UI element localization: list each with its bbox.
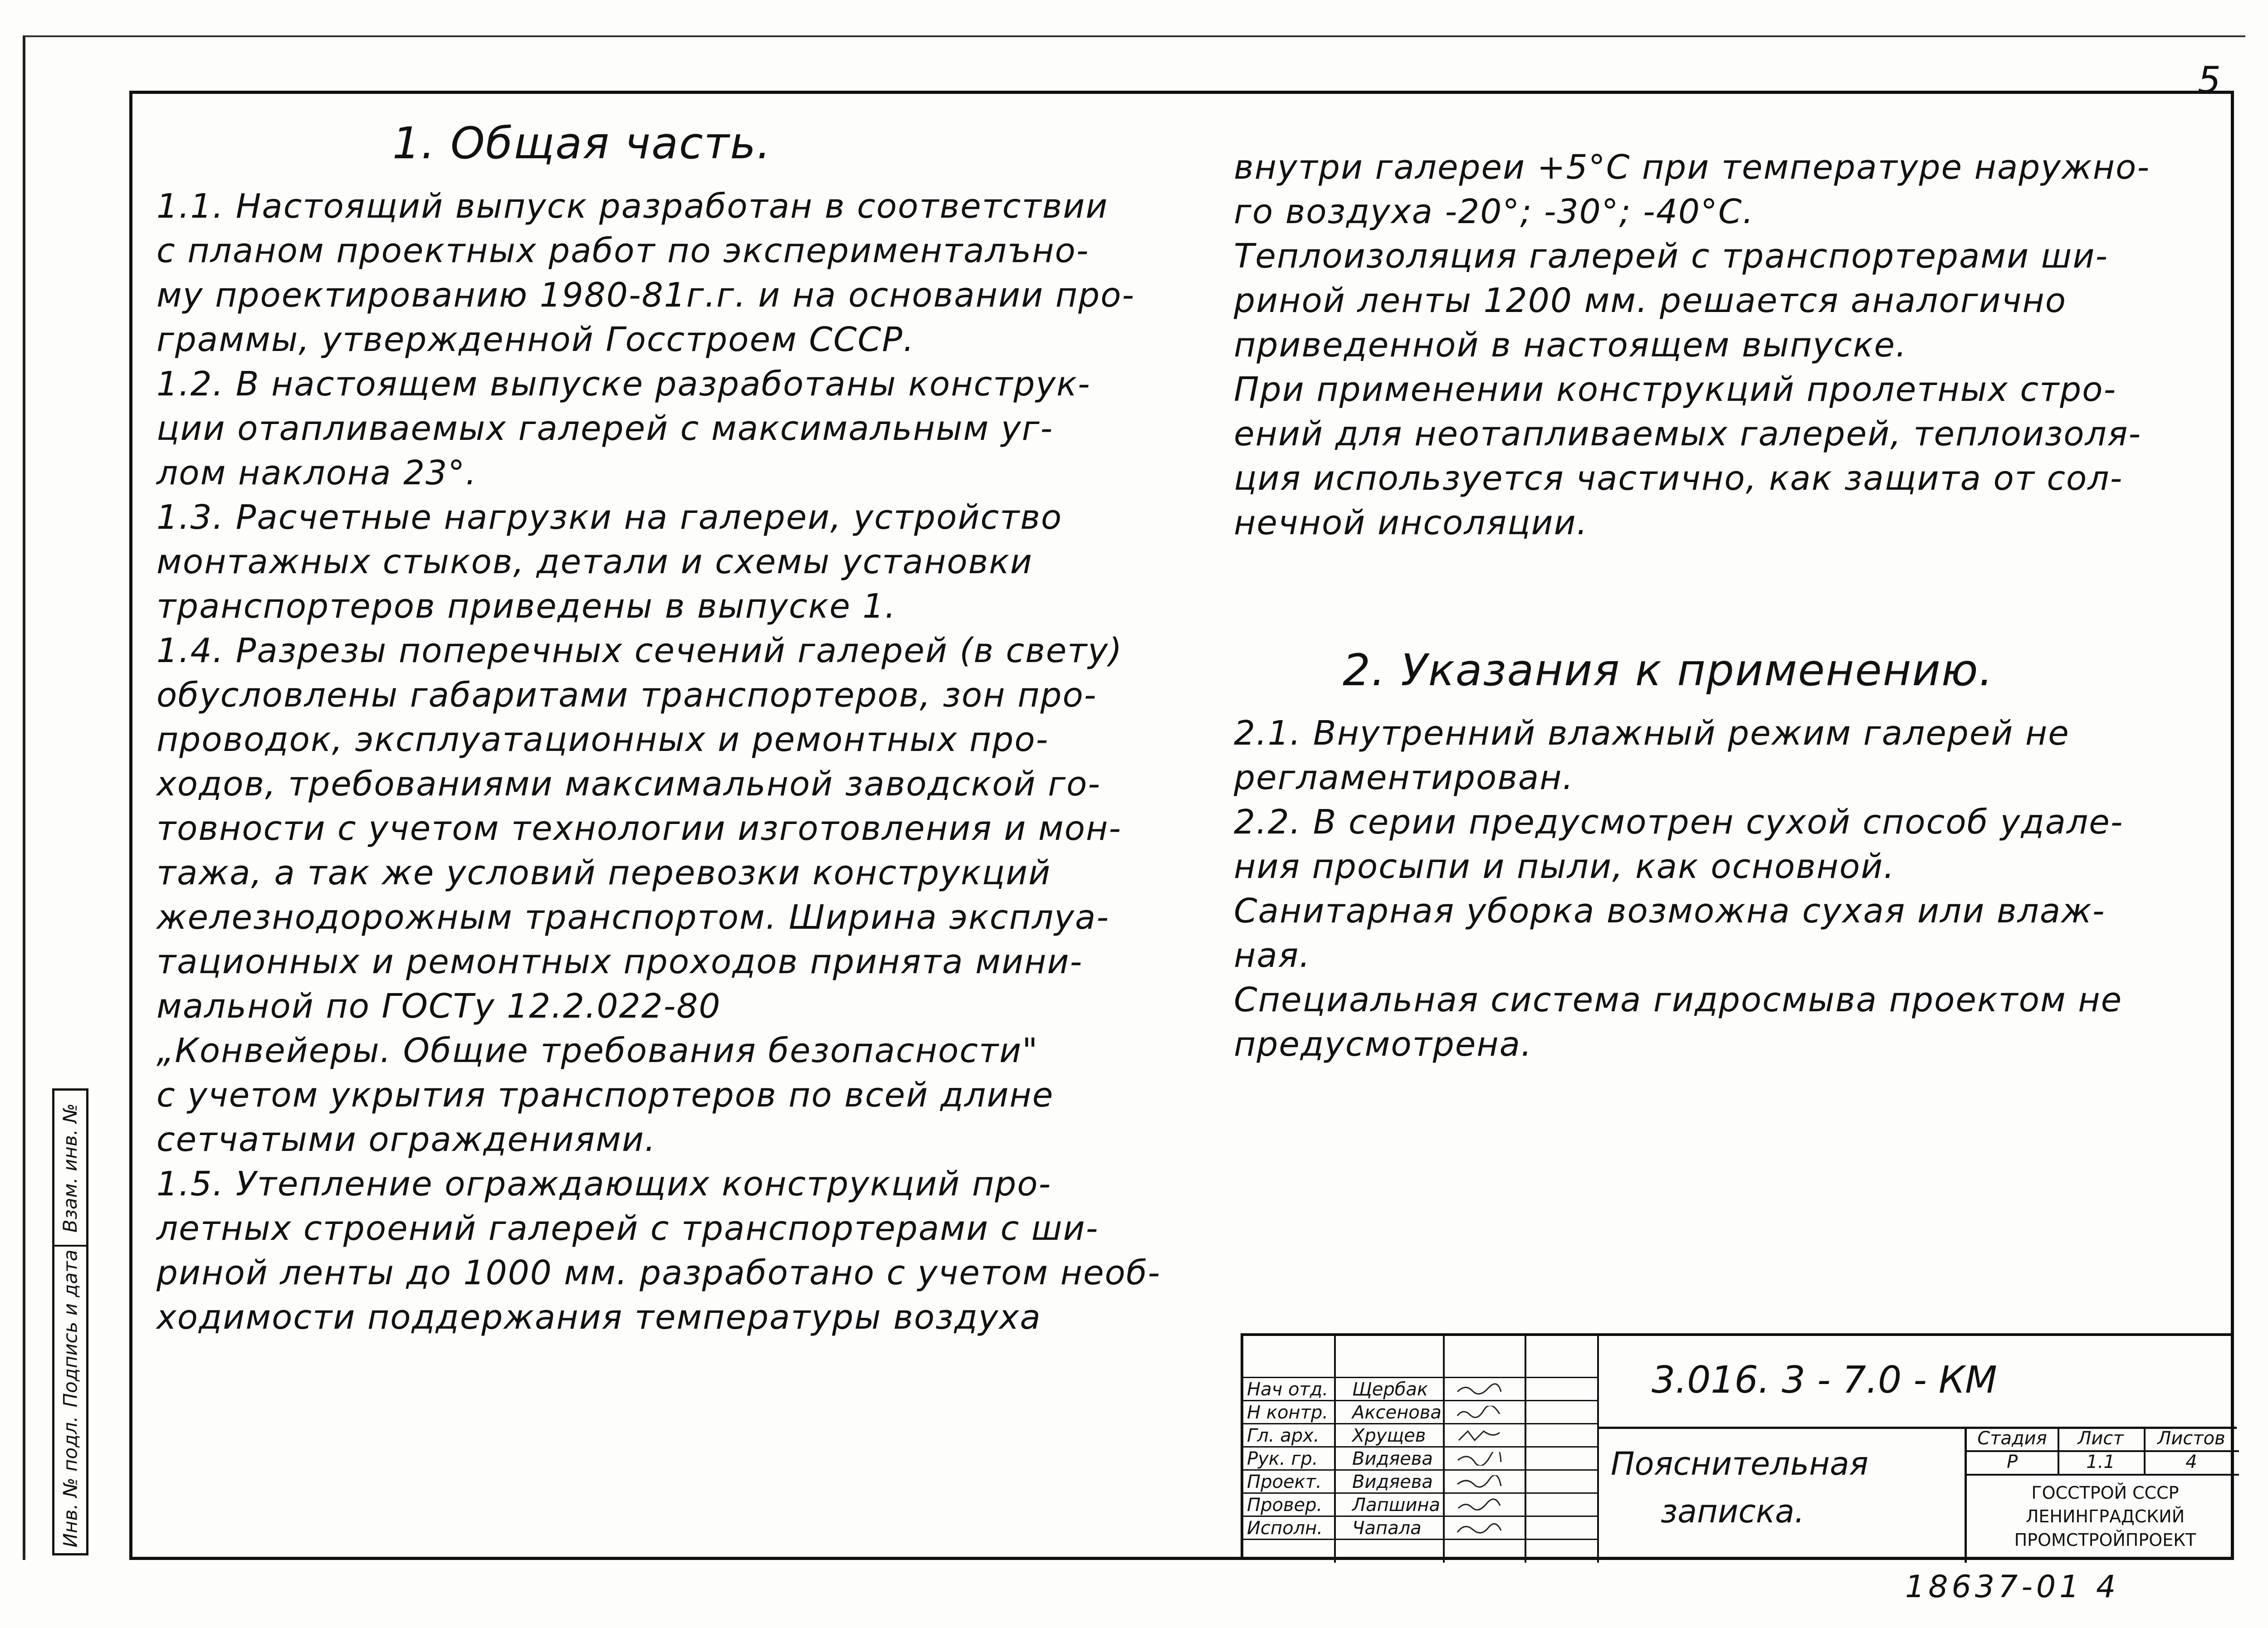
- signature-icon: [1457, 1521, 1502, 1535]
- text-line: мальной по ГОСТу 12.2.022-80: [156, 987, 721, 1026]
- text-line: 1.1. Настоящий выпуск разработан в соответствии: [156, 187, 1109, 226]
- text-line: 1.2. В настоящем выпуске разработаны конструк-: [156, 365, 1091, 404]
- text-line: го воздуха -20°; -30°; -40°С.: [1234, 192, 1755, 231]
- signature-icon: [1457, 1406, 1502, 1419]
- text-line: 2.1. Внутренний влажный режим галерей не: [1234, 714, 2070, 753]
- tb-divider: [1967, 1474, 2239, 1476]
- left-border-line: [23, 36, 25, 1560]
- archive-number: 18637-01 4: [1905, 1569, 2120, 1605]
- text-line: товности с учетом технологии изготовления и мон-: [156, 809, 1122, 848]
- text-line: монтажных стыков, детали и схемы установки: [156, 542, 1033, 581]
- text-line: ния просыпи и пыли, как основной.: [1234, 847, 1895, 886]
- right-column: [1234, 145, 2223, 1067]
- sheets-value: 4: [2185, 1452, 2197, 1472]
- text-line: „Конвейеры. Общие требования безопасности": [156, 1031, 1039, 1070]
- text-line: риной ленты 1200 мм. решается аналогично: [1234, 281, 2067, 320]
- signature-icon: [1457, 1383, 1502, 1396]
- text-line: лом наклона 23°.: [156, 453, 477, 492]
- text-line: ходов, требованиями максимальной заводской го-: [156, 765, 1101, 804]
- text-line: 1.3. Расчетные нагрузки на галереи, устройство: [156, 498, 1063, 537]
- tb-divider: [2058, 1427, 2059, 1474]
- text-line: обусловлены габаритами транспортеров, зон про-: [156, 676, 1097, 715]
- tb-divider: [2144, 1427, 2146, 1474]
- text-line: внутри галереи +5°С при температуре наружно-: [1234, 148, 2151, 187]
- text-line: граммы, утвержденной Госстроем СССР.: [156, 320, 915, 359]
- stage-sheet-grid: [1965, 1427, 2239, 1563]
- text-line: проводок, эксплуатационных и ремонтных про-: [156, 720, 1049, 759]
- text-line: нечной инсоляции.: [1234, 503, 1589, 542]
- text-line: ная.: [1234, 936, 1311, 975]
- sheet-number: 5: [2198, 59, 2222, 101]
- sheet-value: 1.1: [2086, 1452, 2115, 1472]
- tb-staff-row: Н контр. Аксенова: [1243, 1400, 1597, 1424]
- text-line: регламентирован.: [1234, 758, 1574, 797]
- sheet-label: Лист: [2077, 1428, 2124, 1449]
- title-block: [1241, 1333, 2234, 1560]
- side-stamp-cell: Инв. № подл.: [59, 1416, 82, 1548]
- text-line: му проектированию 1980-81г.г. и на основании про-: [156, 276, 1135, 315]
- tb-signatures: [1243, 1377, 1597, 1563]
- signature-icon: [1457, 1429, 1502, 1443]
- tb-staff-row: [1243, 1539, 1597, 1563]
- section1-heading: 1. Общая часть.: [392, 118, 772, 169]
- text-line: Специальная система гидросмыва проектом не: [1234, 980, 2123, 1019]
- stage-label: Стадия: [1977, 1428, 2047, 1449]
- text-line: предусмотрена.: [1234, 1025, 1533, 1064]
- text-line: приведенной в настоящем выпуске.: [1234, 326, 1907, 365]
- stage-value: Р: [2006, 1452, 2018, 1472]
- tb-staff-row: Проект. Видяева: [1243, 1469, 1597, 1494]
- text-line: сетчатыми ограждениями.: [156, 1120, 656, 1159]
- left-column: [156, 118, 1163, 1340]
- text-line: тационных и ремонтных проходов принята мини-: [156, 942, 1083, 981]
- text-line: с планом проектных работ по эксперименталъно-: [156, 231, 1090, 270]
- tb-divider: [1597, 1336, 1599, 1563]
- tb-staff-row: Гл. арх. Хрущев: [1243, 1423, 1597, 1448]
- top-border-line: [23, 35, 2245, 37]
- tb-staff-row: Исполн. Чапала: [1243, 1516, 1597, 1540]
- text-line: ходимости поддержания температуры воздуха: [156, 1298, 1041, 1337]
- text-line: ция используется частично, как защита от сол-: [1234, 459, 2123, 498]
- side-stamp-cell: Взам. инв. №: [59, 1103, 82, 1233]
- text-line: ции отапливаемых галерей с максимальным уг-: [156, 409, 1054, 448]
- text-line: Санитарная уборка возможна сухая или влаж-: [1234, 892, 2106, 931]
- text-line: тажа, а так же условий перевозки конструкций: [156, 853, 1051, 892]
- section2-heading: 2. Указания к применению.: [1343, 645, 1994, 696]
- text-line: с учетом укрытия транспортеров по всей длине: [156, 1076, 1054, 1115]
- document-code: 3.016. 3 - 7.0 - КМ: [1652, 1359, 1997, 1402]
- side-stamp: [52, 1088, 88, 1555]
- signature-icon: [1457, 1498, 1502, 1512]
- text-line: летных строений галерей с транспортерами с ши-: [156, 1209, 1099, 1248]
- text-line: 1.5. Утепление ограждающих конструкций про-: [156, 1165, 1052, 1204]
- text-line: 1.4. Разрезы поперечных сечений галерей (в свету): [156, 631, 1123, 670]
- signature-icon: [1457, 1452, 1502, 1466]
- text-line: 2.2. В серии предусмотрен сухой способ удале-: [1234, 803, 2124, 842]
- text-line: транспортеров приведены в выпуске 1.: [156, 587, 897, 626]
- tb-staff-row: Провер. Лапшина: [1243, 1492, 1597, 1517]
- document-title: Пояснительная записка.: [1611, 1445, 1868, 1530]
- text-line: риной ленты до 1000 мм. разработано с учетом необ-: [156, 1253, 1161, 1292]
- text-line: Теплоизоляция галерей с транспортерами ши-: [1234, 237, 2109, 276]
- signature-icon: [1457, 1475, 1502, 1489]
- text-line: При применении конструкций пролетных стро-: [1234, 370, 2117, 409]
- tb-staff-row: Рук. гр. Видяева: [1243, 1446, 1597, 1471]
- text-line: железнодорожным транспортом. Ширина эксплуа-: [156, 898, 1110, 937]
- sheets-label: Листов: [2157, 1428, 2225, 1449]
- text-line: ений для неотапливаемых галерей, теплоизоля-: [1234, 414, 2142, 453]
- side-stamp-cell: Подпись и дата: [54, 1245, 86, 1410]
- tb-staff-row: Нач отд. Щербак: [1243, 1377, 1597, 1401]
- organization: ГОССТРОЙ СССР ЛЕНИНГРАДСКИЙ ПРОМСТРОЙПРОЕКТ: [2014, 1483, 2196, 1550]
